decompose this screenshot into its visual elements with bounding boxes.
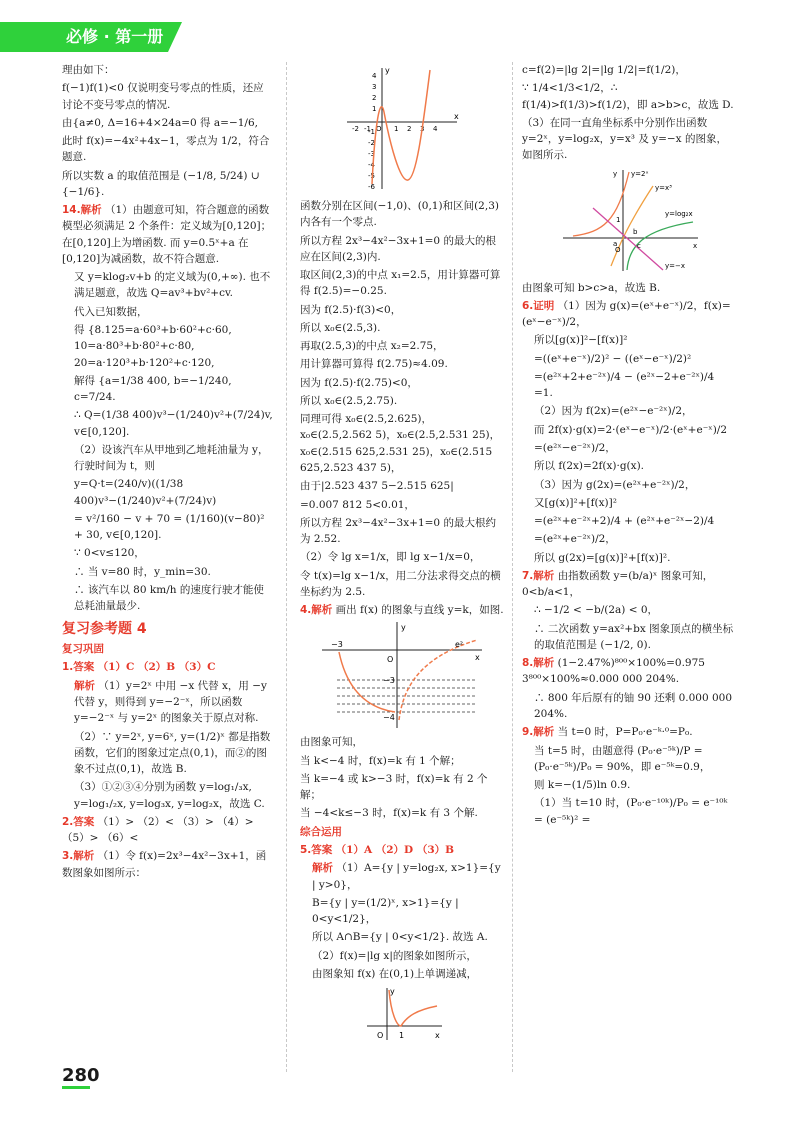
cubic-function-graph (342, 64, 462, 194)
text-line: (1−2.47%)⁸⁰⁰×100%=0.975 3⁸⁰⁰×100%≈0.000 000 204%. (522, 657, 705, 686)
axis-label: 1 (616, 215, 621, 224)
analysis-line (62, 678, 274, 727)
text-line: =(e²ˣ+2+e⁻²ˣ)/4 − (e²ˣ−2+e⁻²ˣ)/4 =1. (534, 370, 715, 400)
text-line: =(e²ˣ+e⁻²ˣ+2)/4 + (e²ˣ+e⁻²ˣ−2)/4 (534, 515, 715, 528)
text-line: 取区间(2,3)的中点 x₁=2.5，用计算器可算得 f(2.5)=−0.25. (300, 269, 501, 298)
text-line: （2）f(x)=|lg x|的图象如图所示， (312, 949, 477, 962)
point-label: a (613, 239, 618, 248)
question-9 (522, 724, 734, 740)
tick-label: 2 (372, 94, 377, 102)
text-line: （1）由题意可知，符合题意的函数模型必须满足 2 个条件：定义域为[0,120]；在[0,120]上为增函数. 而 y=0.5ˣ+a 在[0,120]为减函数，故不符合题意. (62, 204, 272, 265)
text-line: 由图象可知 b>c>a，故选 B. (522, 281, 661, 294)
text-line: ∴ 800 年后原有的铀 90 还剩 0.000 000 204%. (534, 691, 733, 720)
question-1 (62, 659, 274, 675)
curve (389, 990, 437, 1026)
tick-label: -2 (352, 125, 359, 133)
tick-label: 3 (372, 83, 377, 91)
text-line: 当 k=−4 或 k>−3 时，f(x)=k 有 2 个解； (300, 772, 488, 802)
question-6 (522, 298, 734, 331)
text-line: 所以 x₀∈(2.5,3). (300, 321, 381, 334)
tick-label: -1 (368, 128, 375, 136)
tick-label: O (376, 125, 382, 133)
point-label: b (633, 227, 638, 236)
text-line: 因为 f(2.5)·f(3)<0， (300, 303, 402, 316)
text-line: ∴ 该汽车以 80 km/h 的速度行驶才能使总耗油量最少. (74, 583, 264, 613)
question-label: 9.解析 (522, 726, 555, 739)
column-divider (512, 62, 513, 1072)
analysis-label: 解析 (312, 862, 333, 875)
tick-label: -2 (368, 139, 375, 147)
text-line: 所以方程 2x³−4x²−3x+1=0 的最大的根应在区间(2,3)内. (300, 234, 496, 263)
text-line: （1）令 f(x)=2x³−4x²−3x+1，函数图象如图所示： (62, 850, 267, 879)
text-line: 代入已知数据， (74, 305, 148, 318)
text-line: =((eˣ+e⁻ˣ)/2)² − ((eˣ−e⁻ˣ)/2)² (534, 352, 692, 365)
tick-label: -4 (368, 161, 375, 169)
question-4 (300, 602, 504, 618)
text-line: 由图象可知， (300, 736, 363, 749)
piecewise-function-graph (317, 620, 487, 730)
question-3 (62, 848, 274, 881)
answer-text: （1）A （2）D （3）B (335, 843, 454, 856)
text-line: 画出 f(x) 的图象与直线 y=k，如图. (335, 604, 504, 617)
text-line: = v²/160 − v + 70 = (1/160)(v−80)² + 30, v∈[0,120]. (74, 512, 265, 542)
text-line: 当 −4<k≤−3 时，f(x)=k 有 3 个解. (300, 807, 478, 820)
curve-label: y=x³ (655, 183, 672, 192)
text-line: 所以方程 2x³−4x²−3x+1=0 的最大根约为 2.52. (300, 516, 496, 546)
tick-label: -6 (368, 183, 375, 191)
chapter-title: 必修 · 第一册 (66, 27, 164, 46)
axis-label: −3 (331, 640, 343, 650)
column-2 (300, 62, 504, 1048)
subsection-title: 复习巩固 (62, 643, 104, 656)
abs-log-graph (357, 984, 447, 1044)
text-line: （3）在同一直角坐标系中分别作出函数 y=2ˣ，y=log₂x，y=x³ 及 y=−x 的图象，如图所示. (522, 116, 727, 162)
text-line: y=Q·t=(240/v)((1/38 400)v³−(1/240)v²+(7/24)v) (74, 478, 217, 507)
axis-label: y (390, 987, 395, 997)
tick-label: 2 (407, 125, 412, 133)
axis-label: x (693, 241, 698, 250)
text-line: 当 t=5 时，由题意得 (P₀·e⁻⁵ᵏ)/P = (P₀·e⁻⁵ᵏ)/P₀ = 90%，即 e⁻⁵ᵏ=0.9， (534, 744, 711, 773)
text-line: 所以 f(2x)=2f(x)·g(x). (534, 460, 645, 473)
tick-label: -1 (364, 125, 371, 133)
tick-label: -3 (368, 150, 375, 158)
text-line: 由指数函数 y=(b/a)ˣ 图象可知，0<b/a<1， (522, 569, 714, 599)
tick-label: 4 (433, 125, 438, 133)
answer-text: （1）> （2）< （3）> （4）> （5）> （6）< (62, 815, 254, 845)
question-label: 3.解析 (62, 850, 95, 863)
x-axis-label: x (454, 112, 459, 121)
text-line: 而 2f(x)·g(x)=2·(eˣ−e⁻ˣ)/2·(eˣ+e⁻ˣ)/2 (534, 423, 728, 436)
chapter-banner (0, 22, 168, 52)
answer-text: （1）C （2）B （3）C (97, 661, 216, 674)
text-line: 再取(2.5,3)的中点 x₂=2.75， (300, 340, 444, 353)
text-line: 因为 f(2.5)·f(2.75)<0， (300, 376, 418, 389)
column-divider (286, 62, 287, 1072)
axis-label: y (613, 169, 618, 178)
text-line: 理由如下： (62, 64, 115, 76)
tick-label: 3 (420, 125, 425, 133)
column-1 (62, 62, 274, 883)
curve-label: y=−x (665, 261, 686, 270)
question-label: 8.解析 (522, 657, 555, 670)
axis-label: y (401, 623, 406, 633)
text-line: ∴ −1/2 < −b/(2a) < 0， (534, 604, 659, 617)
question-8 (522, 655, 734, 688)
section-title: 复习参考题 4 (62, 620, 147, 637)
axis-label: O (615, 245, 621, 254)
text-line: 函数分别在区间(−1,0)、(0,1)和区间(2,3)内各有一个零点. (300, 200, 499, 229)
question-5 (300, 842, 504, 858)
axis-label: O (377, 1031, 384, 1041)
banner-notch (168, 22, 182, 52)
text-line: 所以 g(2x)=[g(x)]²+[f(x)]². (534, 551, 671, 564)
y-axis-label: y (385, 66, 390, 75)
text-line: 所以[g(x)]²−[f(x)]² (534, 334, 628, 347)
tick-label: 1 (372, 105, 377, 113)
text-line: 由{a≠0, Δ=16+4×24a=0 得 a=−1/6, (62, 116, 258, 129)
text-line: （3）①②③④分别为函数 y=log₁/₃x, y=log₁/₂x, y=log₃x, y=log₂x，故选 C. (74, 781, 265, 810)
curve-exp (573, 169, 629, 236)
analysis-line (300, 860, 504, 893)
text-line: =0.007 812 5<0.01， (300, 498, 415, 511)
question-label: 14.解析 (62, 204, 102, 217)
axis-label: x (435, 1031, 440, 1041)
text-line: 用计算器可算得 f(2.75)≈4.09. (300, 358, 448, 371)
page-number: 280 (62, 1065, 100, 1086)
text-line: =(e²ˣ+e⁻²ˣ)/2， (534, 533, 616, 546)
question-14 (62, 202, 274, 267)
point-label: c (637, 241, 641, 250)
question-2 (62, 814, 274, 847)
question-label: 5.答案 (300, 843, 333, 856)
axis-label: x (475, 653, 480, 663)
text-line: （2）设该汽车从甲地到乙地耗油量为 y，行驶时间为 t，则 (74, 443, 269, 473)
question-label: 6.证明 (522, 299, 555, 312)
text-line: （2）令 lg x=1/x，即 lg x−1/x=0， (300, 551, 481, 564)
text-line: 由于|2.523 437 5−2.515 625| (300, 480, 454, 493)
curve-label: y=2ˣ (631, 169, 649, 178)
text-line: 同理可得 x₀∈(2.5,2.625)，x₀∈(2.5,2.562 5)，x₀∈(2.5,2.531 25)，x₀∈(2.515 625,2.531 25)，x₀∈(2.515 625,2.523 437 5)， (300, 413, 501, 474)
text-line: ∵ 1/4<1/3<1/2，∴ f(1/4)>f(1/3)>f(1/2)，即 a>b>c，故选 D. (522, 82, 734, 111)
text-line: （2）∵ y=2ˣ, y=6ˣ, y=(1/2)ˣ 都是指数函数，它们的图象过定点(0,1)，而②的图象不过点(0,1)，故选 B. (74, 730, 271, 776)
text-line: ∵ 0<v≤120， (74, 547, 145, 560)
text-line: 由图象知 f(x) 在(0,1)上单调递减， (312, 967, 478, 980)
text-line: 令 t(x)=lg x−1/x，用二分法求得交点的横坐标约为 2.5. (300, 569, 501, 598)
question-label: 1.答案 (62, 661, 95, 674)
text-line: ∴ 当 v=80 时，y_min=30. (74, 565, 211, 578)
curve-label: y=log₂x (665, 209, 693, 218)
equation-system: 得 {8.125=a·60³+b·60²+c·60, 10=a·80³+b·80²+c·80, 20=a·120³+b·120²+c·120, (74, 323, 232, 369)
analysis-label: 解析 (74, 679, 95, 692)
text-line: 则 k=−(1/5)ln 0.9. (534, 779, 631, 792)
curve-cubic (611, 186, 653, 266)
text-line: （3）因为 g(2x)=(e²ˣ+e⁻²ˣ)/2， (534, 478, 696, 491)
text-line: ∴ 二次函数 y=ax²+bx 图象顶点的横坐标的取值范围是 (−1/2, 0). (534, 622, 734, 651)
text-line: 又[g(x)]²+[f(x)]² (534, 496, 617, 509)
text-line: f(−1)f(1)<0 仅说明变号零点的性质，还应讨论不变号零点的情况. (62, 82, 264, 111)
axis-label: −4 (383, 713, 395, 723)
tick-label: 4 (372, 72, 377, 80)
text-line: （2）因为 f(2x)=(e²ˣ−e⁻²ˣ)/2， (534, 405, 693, 418)
question-label: 7.解析 (522, 569, 555, 582)
question-label: 2.答案 (62, 815, 95, 828)
text-line: （1）y=2ˣ 中用 −x 代替 x，用 −y 代替 y，则得到 y=−2⁻ˣ，所以函数 y=−2⁻ˣ 与 y=2ˣ 的图象关于原点对称. (74, 679, 267, 725)
axis-label: 1 (399, 1031, 405, 1041)
text-line: 又 y=klog₂v+b 的定义域为(0,+∞). 也不满足题意，故选 Q=av³+bv²+cv. (74, 271, 271, 300)
text-line: 当 k<−4 时，f(x)=k 有 1 个解； (300, 754, 461, 767)
equation-system: 解得 {a=1/38 400, b=−1/240, c=7/24. (74, 374, 232, 404)
column-3 (522, 62, 734, 830)
tick-label: 1 (394, 125, 399, 133)
text-line: =(e²ˣ−e⁻²ˣ)/2， (534, 441, 616, 454)
text-line: 所以 x₀∈(2.5,2.75). (300, 394, 398, 407)
page-number-underline (62, 1086, 90, 1089)
subsection-title: 综合运用 (300, 825, 342, 838)
axis-label: −3 (383, 676, 395, 686)
question-7 (522, 568, 734, 601)
text-line: ∴ Q=(1/38 400)v³−(1/240)v²+(7/24)v, v∈[0,120]. (74, 409, 273, 438)
text-line: （1）A={y | y=log₂x, x>1}={y | y>0}， (312, 862, 501, 891)
axis-label: O (387, 655, 394, 665)
axis-label: e² (455, 640, 464, 650)
text-line: 当 t=0 时，P=P₀·e⁻ᵏ·⁰=P₀. (557, 726, 693, 739)
text-line: （1）当 t=10 时，(P₀·e⁻¹⁰ᵏ)/P₀ = e⁻¹⁰ᵏ = (e⁻⁵ᵏ)² = (534, 797, 728, 826)
question-label: 4.解析 (300, 604, 333, 617)
text-line: 所以实数 a 的取值范围是 (−1/8, 5/24) ∪ {−1/6}. (62, 169, 260, 198)
text-line: 此时 f(x)=−4x²+4x−1，零点为 1/2，符合题意. (62, 135, 270, 164)
function-comparison-graph (553, 166, 703, 276)
text-line: c=f(2)=|lg 2|=|lg 1/2|=f(1/2)， (522, 64, 686, 76)
text-line: （1）因为 g(x)=(eˣ+e⁻ˣ)/2，f(x)=(eˣ−e⁻ˣ)/2， (522, 299, 731, 329)
text-line: B={y | y=(1/2)ˣ, x>1}={y | 0<y<1/2}， (312, 896, 459, 926)
tick-label: -5 (368, 172, 375, 180)
text-line: 所以 A∩B={y | 0<y<1/2}. 故选 A. (312, 931, 488, 944)
